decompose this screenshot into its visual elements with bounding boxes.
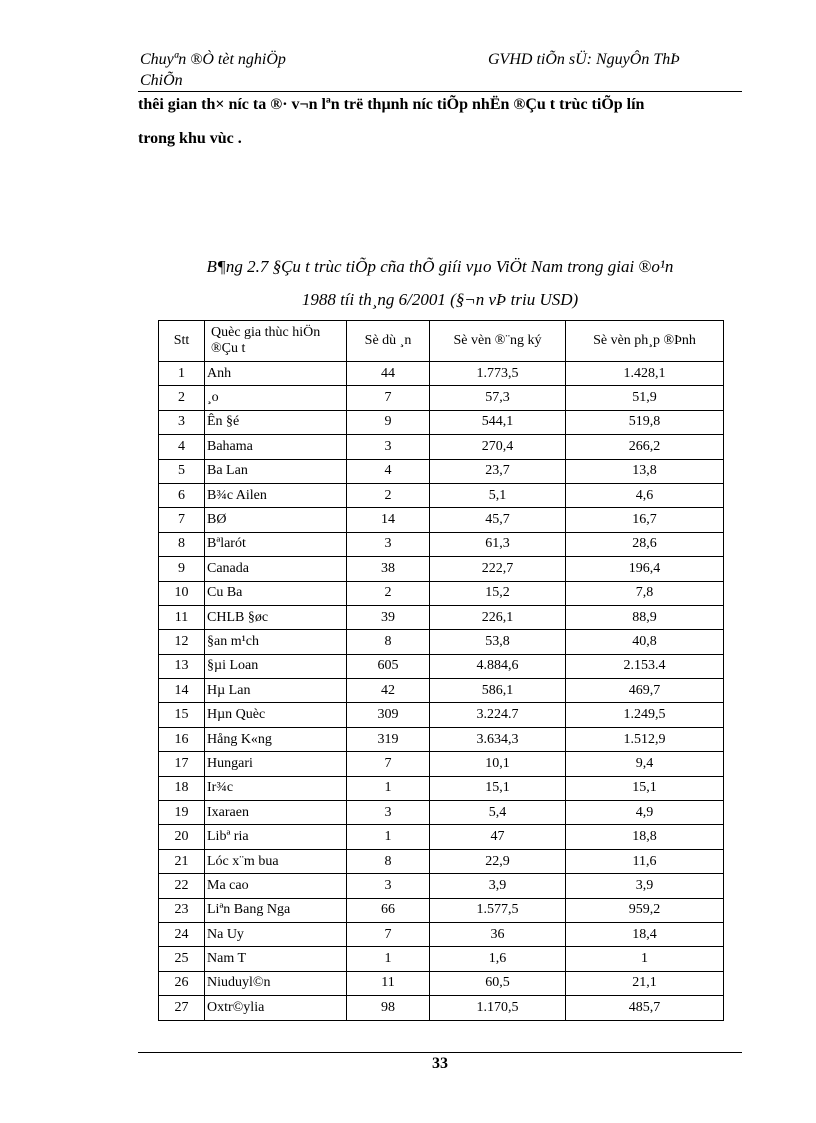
table-row bbox=[159, 825, 724, 849]
cell-country: Ir¾c bbox=[205, 776, 347, 800]
cell-stt: 16 bbox=[159, 727, 205, 751]
cell-stt: 15 bbox=[159, 703, 205, 727]
header-legal-capital: Sè vèn ph¸p ®Þnh bbox=[566, 321, 724, 362]
cell-legal: 1 bbox=[566, 947, 724, 971]
cell-country: Liªn Bang Nga bbox=[205, 898, 347, 922]
table-row bbox=[159, 752, 724, 776]
cell-registered: 36 bbox=[430, 922, 566, 946]
cell-registered: 15,2 bbox=[430, 581, 566, 605]
header-left: Chuyªn ®Ò tèt nghiÖp bbox=[140, 51, 286, 68]
cell-legal: 1.512,9 bbox=[566, 727, 724, 751]
cell-stt: 21 bbox=[159, 849, 205, 873]
cell-country: Niuduyl©n bbox=[205, 971, 347, 995]
table-row bbox=[159, 605, 724, 629]
table-row bbox=[159, 922, 724, 946]
cell-registered: 10,1 bbox=[430, 752, 566, 776]
table-row bbox=[159, 898, 724, 922]
cell-legal: 88,9 bbox=[566, 605, 724, 629]
cell-stt: 3 bbox=[159, 410, 205, 434]
cell-legal: 4,9 bbox=[566, 801, 724, 825]
table-row bbox=[159, 483, 724, 507]
cell-registered: 1.170,5 bbox=[430, 996, 566, 1020]
cell-country: Hµ Lan bbox=[205, 679, 347, 703]
cell-country: Na Uy bbox=[205, 922, 347, 946]
cell-projects: 605 bbox=[347, 654, 430, 678]
cell-legal: 15,1 bbox=[566, 776, 724, 800]
cell-stt: 17 bbox=[159, 752, 205, 776]
page-number: 33 bbox=[432, 1055, 448, 1072]
cell-registered: 1.577,5 bbox=[430, 898, 566, 922]
cell-registered: 222,7 bbox=[430, 557, 566, 581]
table-row bbox=[159, 801, 724, 825]
cell-stt: 8 bbox=[159, 532, 205, 556]
cell-legal: 18,8 bbox=[566, 825, 724, 849]
cell-projects: 7 bbox=[347, 922, 430, 946]
table-row bbox=[159, 654, 724, 678]
cell-stt: 24 bbox=[159, 922, 205, 946]
cell-country: Ixaraen bbox=[205, 801, 347, 825]
cell-projects: 2 bbox=[347, 483, 430, 507]
cell-country: BØ bbox=[205, 508, 347, 532]
cell-legal: 18,4 bbox=[566, 922, 724, 946]
cell-registered: 57,3 bbox=[430, 386, 566, 410]
cell-stt: 13 bbox=[159, 654, 205, 678]
cell-projects: 3 bbox=[347, 435, 430, 459]
cell-projects: 8 bbox=[347, 849, 430, 873]
table-row bbox=[159, 874, 724, 898]
cell-registered: 15,1 bbox=[430, 776, 566, 800]
cell-registered: 1,6 bbox=[430, 947, 566, 971]
body-paragraph-line-1: thêi gian th× níc ta ®· v¬n lªn trë thµnh níc tiÕp nhËn ®Çu t trùc tiÕp lín bbox=[138, 96, 645, 113]
cell-registered: 1.773,5 bbox=[430, 362, 566, 386]
cell-registered: 544,1 bbox=[430, 410, 566, 434]
cell-stt: 12 bbox=[159, 630, 205, 654]
cell-projects: 39 bbox=[347, 605, 430, 629]
cell-legal: 519,8 bbox=[566, 410, 724, 434]
cell-projects: 3 bbox=[347, 801, 430, 825]
cell-projects: 1 bbox=[347, 825, 430, 849]
header-projects: Sè dù ¸n bbox=[347, 321, 430, 362]
cell-registered: 3.224.7 bbox=[430, 703, 566, 727]
cell-legal: 4,6 bbox=[566, 483, 724, 507]
investment-table bbox=[158, 320, 724, 1021]
cell-legal: 13,8 bbox=[566, 459, 724, 483]
table-row bbox=[159, 459, 724, 483]
cell-legal: 959,2 bbox=[566, 898, 724, 922]
header-country: Quèc gia thùc hiÖn ®Çu t bbox=[205, 321, 347, 362]
cell-projects: 2 bbox=[347, 581, 430, 605]
header-right: GVHD tiÕn sÜ: NguyÔn ThÞ bbox=[488, 51, 680, 68]
cell-registered: 3.634,3 bbox=[430, 727, 566, 751]
cell-stt: 6 bbox=[159, 483, 205, 507]
cell-projects: 42 bbox=[347, 679, 430, 703]
table-row bbox=[159, 581, 724, 605]
cell-stt: 25 bbox=[159, 947, 205, 971]
cell-legal: 2.153.4 bbox=[566, 654, 724, 678]
cell-projects: 98 bbox=[347, 996, 430, 1020]
cell-stt: 18 bbox=[159, 776, 205, 800]
cell-stt: 26 bbox=[159, 971, 205, 995]
cell-country: §µi Loan bbox=[205, 654, 347, 678]
cell-stt: 2 bbox=[159, 386, 205, 410]
cell-projects: 9 bbox=[347, 410, 430, 434]
table-caption-line-1: B¶ng 2.7 §Çu t trùc tiÕp cña thÕ giíi vµo ViÖt Nam trong giai ®o¹n bbox=[206, 257, 674, 276]
cell-projects: 3 bbox=[347, 532, 430, 556]
table-row bbox=[159, 849, 724, 873]
cell-country: Bªlarót bbox=[205, 532, 347, 556]
cell-registered: 23,7 bbox=[430, 459, 566, 483]
cell-stt: 4 bbox=[159, 435, 205, 459]
cell-country: Cu Ba bbox=[205, 581, 347, 605]
cell-registered: 53,8 bbox=[430, 630, 566, 654]
cell-legal: 485,7 bbox=[566, 996, 724, 1020]
header-stt: Stt bbox=[159, 321, 205, 362]
cell-registered: 60,5 bbox=[430, 971, 566, 995]
cell-country: Canada bbox=[205, 557, 347, 581]
cell-country: Hµn Quèc bbox=[205, 703, 347, 727]
cell-legal: 11,6 bbox=[566, 849, 724, 873]
cell-projects: 1 bbox=[347, 776, 430, 800]
header-left-continued: ChiÕn bbox=[140, 72, 183, 89]
cell-projects: 14 bbox=[347, 508, 430, 532]
cell-registered: 22,9 bbox=[430, 849, 566, 873]
cell-projects: 3 bbox=[347, 874, 430, 898]
cell-registered: 586,1 bbox=[430, 679, 566, 703]
cell-country: Libª ria bbox=[205, 825, 347, 849]
cell-stt: 20 bbox=[159, 825, 205, 849]
cell-stt: 27 bbox=[159, 996, 205, 1020]
table-row bbox=[159, 532, 724, 556]
table-row bbox=[159, 435, 724, 459]
cell-country: Oxtr©ylia bbox=[205, 996, 347, 1020]
cell-legal: 9,4 bbox=[566, 752, 724, 776]
cell-country: Ma cao bbox=[205, 874, 347, 898]
cell-country: ¸o bbox=[205, 386, 347, 410]
cell-country: Nam T bbox=[205, 947, 347, 971]
cell-country: Bahama bbox=[205, 435, 347, 459]
cell-stt: 9 bbox=[159, 557, 205, 581]
cell-projects: 66 bbox=[347, 898, 430, 922]
cell-legal: 51,9 bbox=[566, 386, 724, 410]
cell-country: Anh bbox=[205, 362, 347, 386]
cell-legal: 469,7 bbox=[566, 679, 724, 703]
cell-country: Hång K«ng bbox=[205, 727, 347, 751]
cell-legal: 16,7 bbox=[566, 508, 724, 532]
cell-stt: 23 bbox=[159, 898, 205, 922]
table-caption-line-2: 1988 tíi th¸ng 6/2001 (§¬n vÞ triu USD) bbox=[301, 290, 579, 309]
cell-projects: 319 bbox=[347, 727, 430, 751]
cell-registered: 47 bbox=[430, 825, 566, 849]
table-row bbox=[159, 703, 724, 727]
table-row bbox=[159, 727, 724, 751]
cell-projects: 7 bbox=[347, 752, 430, 776]
cell-legal: 3,9 bbox=[566, 874, 724, 898]
cell-stt: 1 bbox=[159, 362, 205, 386]
cell-country: CHLB §øc bbox=[205, 605, 347, 629]
cell-legal: 1.249,5 bbox=[566, 703, 724, 727]
cell-country: Hungari bbox=[205, 752, 347, 776]
cell-projects: 8 bbox=[347, 630, 430, 654]
cell-legal: 21,1 bbox=[566, 971, 724, 995]
cell-legal: 196,4 bbox=[566, 557, 724, 581]
cell-country: Ên §é bbox=[205, 410, 347, 434]
cell-country: Lóc x¨m bua bbox=[205, 849, 347, 873]
cell-projects: 7 bbox=[347, 386, 430, 410]
cell-registered: 5,4 bbox=[430, 801, 566, 825]
cell-stt: 19 bbox=[159, 801, 205, 825]
cell-registered: 4.884,6 bbox=[430, 654, 566, 678]
cell-legal: 28,6 bbox=[566, 532, 724, 556]
table-row bbox=[159, 776, 724, 800]
cell-stt: 14 bbox=[159, 679, 205, 703]
cell-country: B¾c Ailen bbox=[205, 483, 347, 507]
table-header-row bbox=[159, 321, 724, 362]
cell-stt: 11 bbox=[159, 605, 205, 629]
cell-projects: 4 bbox=[347, 459, 430, 483]
table-row bbox=[159, 410, 724, 434]
cell-stt: 5 bbox=[159, 459, 205, 483]
cell-legal: 266,2 bbox=[566, 435, 724, 459]
cell-registered: 61,3 bbox=[430, 532, 566, 556]
cell-projects: 44 bbox=[347, 362, 430, 386]
cell-country: Ba Lan bbox=[205, 459, 347, 483]
table-row bbox=[159, 362, 724, 386]
table-row bbox=[159, 386, 724, 410]
table-row bbox=[159, 508, 724, 532]
cell-projects: 38 bbox=[347, 557, 430, 581]
header-divider bbox=[138, 91, 742, 92]
cell-projects: 1 bbox=[347, 947, 430, 971]
cell-legal: 40,8 bbox=[566, 630, 724, 654]
cell-registered: 226,1 bbox=[430, 605, 566, 629]
table-row bbox=[159, 947, 724, 971]
table-row bbox=[159, 971, 724, 995]
table-row bbox=[159, 996, 724, 1020]
cell-country: §an m¹ch bbox=[205, 630, 347, 654]
cell-registered: 45,7 bbox=[430, 508, 566, 532]
header-registered-capital: Sè vèn ®¨ng ký bbox=[430, 321, 566, 362]
cell-legal: 1.428,1 bbox=[566, 362, 724, 386]
cell-legal: 7,8 bbox=[566, 581, 724, 605]
cell-registered: 3,9 bbox=[430, 874, 566, 898]
table-row bbox=[159, 679, 724, 703]
table-row bbox=[159, 557, 724, 581]
footer-divider bbox=[138, 1052, 742, 1053]
table-row bbox=[159, 630, 724, 654]
cell-stt: 7 bbox=[159, 508, 205, 532]
cell-registered: 5,1 bbox=[430, 483, 566, 507]
cell-stt: 22 bbox=[159, 874, 205, 898]
cell-projects: 11 bbox=[347, 971, 430, 995]
body-paragraph-line-2: trong khu vùc . bbox=[138, 130, 242, 147]
cell-projects: 309 bbox=[347, 703, 430, 727]
cell-stt: 10 bbox=[159, 581, 205, 605]
cell-registered: 270,4 bbox=[430, 435, 566, 459]
